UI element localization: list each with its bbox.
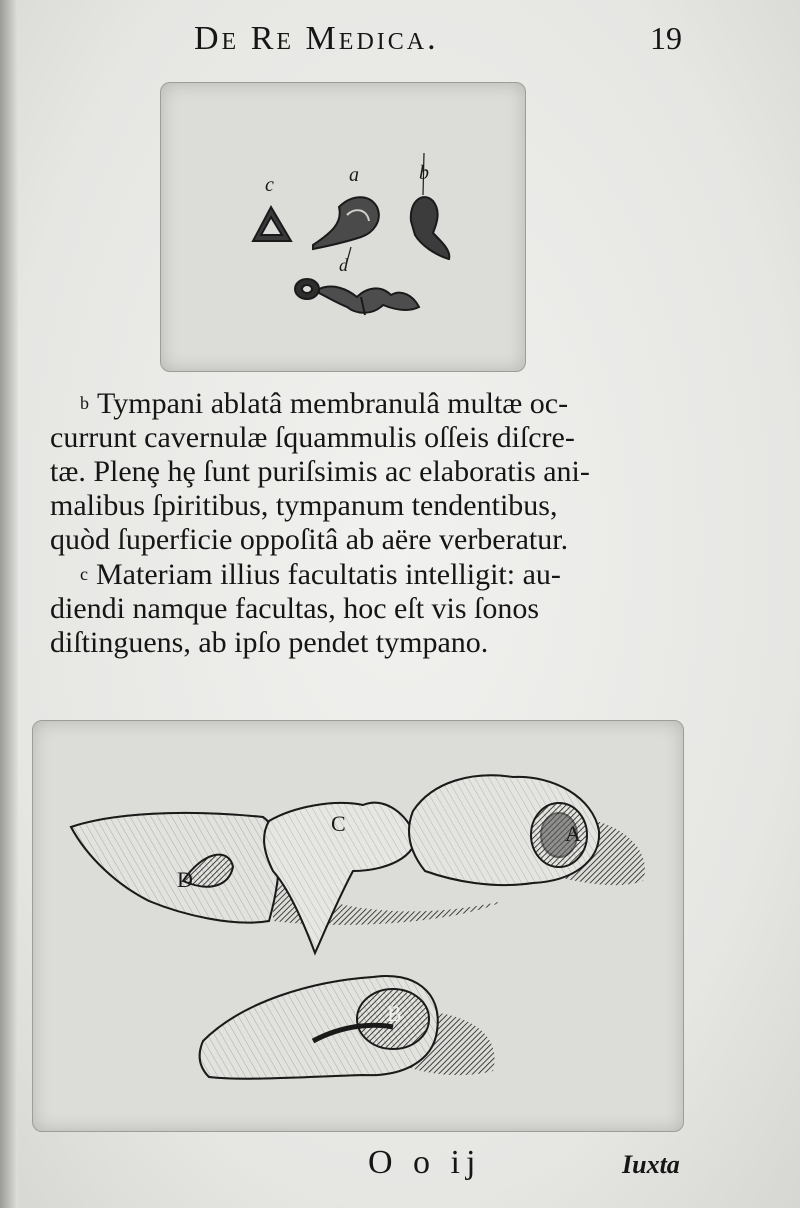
signature-mark: O o ij: [368, 1144, 482, 1181]
temporal-bone-drawing: [33, 721, 683, 1131]
label-C: C: [331, 811, 346, 836]
label-c: c: [265, 174, 274, 196]
note-b-line-3: tæ. Plenȩ hȩ ſunt puriſsimis ac elaboratis ani-: [50, 455, 590, 488]
ossicles-drawing: [161, 83, 525, 371]
engraving-ear-ossicles: [160, 82, 526, 372]
bone-piece-D: [71, 813, 279, 923]
label-D: D: [177, 867, 193, 892]
ossicle-malleus: [411, 197, 450, 259]
running-head: [0, 14, 800, 64]
note-marker-b: b: [80, 393, 89, 413]
catchword: Iuxta: [622, 1150, 680, 1179]
running-title: De Re Medica.: [194, 20, 439, 57]
gutter-shadow: [0, 0, 18, 1208]
label-b: b: [419, 162, 429, 184]
commentary-text: [50, 386, 700, 660]
page-footer: [0, 1140, 800, 1190]
note-c-line-2: diendi namque facultas, hoc eſt vis ſonos: [50, 592, 540, 625]
note-b-line-4: malibus ſpiritibus, tympanum tendentibus,: [50, 489, 558, 522]
note-marker-c: c: [80, 564, 88, 584]
bone-piece-B: [200, 976, 438, 1079]
note-c-line-1: c Materiam illius facultatis intelligit: au-: [80, 558, 561, 591]
ossicle-stapes: [253, 207, 291, 241]
label-d: d: [339, 255, 348, 275]
label-A: A: [565, 821, 581, 846]
note-b-line-5: quòd ſuperficie oppoſitâ ab aëre verberatur.: [50, 523, 569, 556]
label-B: B: [387, 1001, 402, 1026]
engraving-temporal-bone: [32, 720, 684, 1132]
label-a: a: [349, 164, 359, 186]
note-b-line-1: b Tympani ablatâ membranulâ multæ oc-: [80, 387, 569, 420]
note-b-line-2: currunt cavernulæ ſquammulis oſſeis diſcre-: [50, 421, 575, 454]
page-number: 19: [650, 20, 682, 56]
ossicle-incus: [313, 197, 379, 249]
ossicular-chain: [295, 279, 419, 315]
note-c-line-3: diſtinguens, ab ipſo pendet tympano.: [50, 626, 489, 659]
